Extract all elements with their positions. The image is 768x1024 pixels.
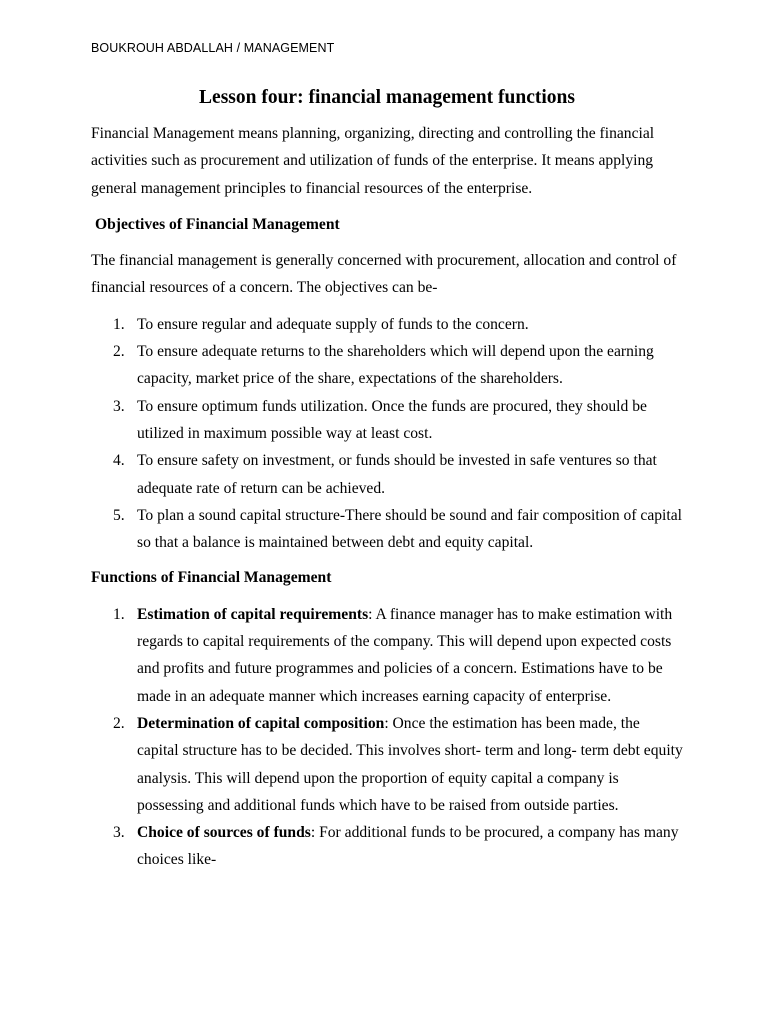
- function-term: Estimation of capital requirements: [137, 605, 369, 623]
- intro-paragraph: Financial Management means planning, organizing, directing and controlling the financial activities such as procurement and utilization of funds of the enterprise. It means applying general management principles to financial resources of the enterprise.: [91, 125, 655, 197]
- list-number: 3.: [113, 397, 125, 415]
- list-item: [91, 502, 683, 557]
- running-header: BOUKROUH ABDALLAH / MANAGEMENT: [91, 41, 335, 55]
- page-content: [91, 84, 683, 882]
- list-item: [91, 338, 683, 393]
- list-number: 5.: [113, 506, 125, 524]
- list-item-text: To ensure regular and adequate supply of funds to the concern.: [137, 315, 529, 333]
- objectives-intro: The financial management is generally concerned with procurement, allocation and control of financial resources of a concern. The objectives can be-: [91, 252, 677, 297]
- function-term: Choice of sources of funds: [137, 824, 311, 842]
- lesson-title: Lesson four: financial management functions: [199, 87, 575, 108]
- list-item: [91, 601, 683, 710]
- list-number: 4.: [113, 452, 125, 470]
- list-number: 2.: [113, 714, 125, 732]
- functions-list: [91, 601, 683, 874]
- functions-heading: Functions of Financial Management: [91, 569, 332, 587]
- list-item: [91, 819, 683, 874]
- list-item-text: To ensure safety on investment, or funds should be invested in safe ventures so that adequate rate of return can be achieved.: [137, 452, 657, 497]
- list-item-text: To plan a sound capital structure-There should be sound and fair composition of capital so that a balance is maintained between debt and equity capital.: [137, 506, 682, 552]
- list-number: 1.: [113, 315, 125, 333]
- list-item: [91, 393, 683, 448]
- list-item: [91, 447, 683, 502]
- list-number: 3.: [113, 824, 125, 842]
- objectives-list: [91, 311, 683, 557]
- list-item-text: To ensure adequate returns to the shareholders which will depend upon the earning capacity, market price of the share, expectations of the shareholders.: [137, 343, 654, 388]
- list-item-text: : For additional funds to be procured, a company has many choices like-: [137, 824, 679, 869]
- list-number: 2.: [113, 343, 125, 361]
- list-number: 1.: [113, 605, 125, 623]
- list-item-text: To ensure optimum funds utilization. Once the funds are procured, they should be utilized in maximum possible way at least cost.: [137, 397, 647, 442]
- function-term: Determination of capital composition: [137, 714, 385, 732]
- list-item: [91, 710, 683, 819]
- list-item-text: : Once the estimation has been made, the capital structure has to be decided. This involves short- term and long- term debt equity analysis. This will depend upon the proportion of equity capital a company is possessing and additional funds which have to be raised from outside parties.: [137, 714, 683, 814]
- list-item-text: : A finance manager has to make estimation with regards to capital requirements of the company. This will depend upon expected costs and profits and future programmes and policies of a concern. Estimations have to be made in an adequate manner which increases earning capacity of enterprise.: [137, 605, 673, 705]
- list-item: [91, 311, 683, 338]
- objectives-heading: Objectives of Financial Management: [95, 215, 340, 233]
